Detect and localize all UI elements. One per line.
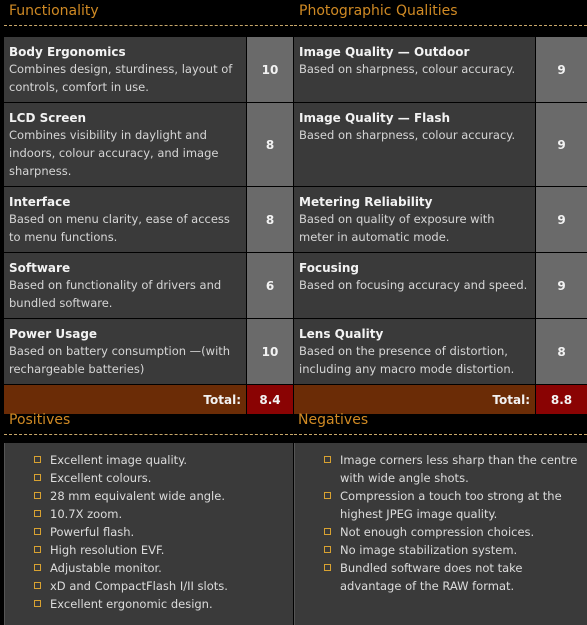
negatives-heading: Negatives [294,409,587,435]
list-item: 10.7X zoom. [33,505,293,523]
score-row [294,318,587,384]
row-title: Power Usage [9,327,98,341]
list-item: Not enough compression choices. [323,523,587,541]
score-row [4,37,293,102]
functionality-section [4,0,293,414]
row-score: 9 [535,37,587,102]
row-score: 9 [535,103,587,186]
row-title: Lens Quality [299,327,384,341]
row-description: Combines visibility in daylight and indoors, colour accuracy, and image sharpness. [9,128,219,178]
negatives-list [323,451,587,595]
photographic-section [294,0,587,414]
score-row [4,318,293,384]
row-description: Based on focusing accuracy and speed. [299,278,528,292]
positives-list [33,451,293,613]
negatives-box [294,443,587,625]
list-item: Excellent ergonomic design. [33,595,293,613]
row-title: Interface [9,195,71,209]
list-item: Image corners less sharp than the centre with wide angle shots. [323,451,587,487]
positives-box [4,443,293,625]
list-item: xD and CompactFlash I/II slots. [33,577,293,595]
row-description: Based on battery consumption —(with rechargeable batteries) [9,344,231,376]
list-item: 28 mm equivalent wide angle. [33,487,293,505]
row-description: Based on sharpness, colour accuracy. [299,128,516,142]
row-description: Based on functionality of drivers and bundled software. [9,278,222,310]
row-description: Based on the presence of distortion, including any macro mode distortion. [299,344,515,376]
row-title: Image Quality — Flash [299,111,451,125]
photographic-heading: Photographic Qualities [294,0,587,26]
total-value: 8.8 [535,385,587,414]
list-item: Excellent image quality. [33,451,293,469]
list-item: Bundled software does not take advantage of the RAW format. [323,559,587,595]
square-bullet-icon [324,546,331,553]
square-bullet-icon [324,564,331,571]
total-value: 8.4 [246,385,293,414]
row-description: Combines design, sturdiness, layout of controls, comfort in use. [9,62,233,94]
list-item: Compression a touch too strong at the highest JPEG image quality. [323,487,587,523]
row-description: Based on sharpness, colour accuracy. [299,62,516,76]
list-item: No image stabilization system. [323,541,587,559]
row-score: 10 [246,319,293,384]
score-row [4,102,293,186]
score-row [4,186,293,252]
score-row [4,252,293,318]
row-score: 10 [246,37,293,102]
square-bullet-icon [34,600,41,607]
list-item: Powerful flash. [33,523,293,541]
row-score: 9 [535,253,587,318]
square-bullet-icon [34,564,41,571]
square-bullet-icon [34,528,41,535]
positives-section [4,409,293,625]
square-bullet-icon [324,528,331,535]
square-bullet-icon [34,546,41,553]
square-bullet-icon [34,456,41,463]
score-row [294,102,587,186]
row-score: 8 [246,187,293,252]
row-title: Body Ergonomics [9,45,126,59]
functionality-rows [4,37,293,414]
row-title: Focusing [299,261,359,275]
score-row [294,186,587,252]
row-score: 8 [246,103,293,186]
square-bullet-icon [324,492,331,499]
square-bullet-icon [324,456,331,463]
row-description: Based on quality of exposure with meter in automatic mode. [299,212,495,244]
row-title: LCD Screen [9,111,87,125]
row-description: Based on menu clarity, ease of access to menu functions. [9,212,230,244]
square-bullet-icon [34,474,41,481]
positives-heading: Positives [4,409,293,435]
row-title: Software [9,261,71,275]
row-title: Image Quality — Outdoor [299,45,470,59]
list-item: Adjustable monitor. [33,559,293,577]
functionality-heading: Functionality [4,0,293,26]
row-title: Metering Reliability [299,195,433,209]
row-score: 9 [535,187,587,252]
negatives-section [294,409,587,625]
total-label: Total: [294,385,535,414]
square-bullet-icon [34,492,41,499]
row-score: 6 [246,253,293,318]
score-row [294,252,587,318]
square-bullet-icon [34,510,41,517]
list-item: Excellent colours. [33,469,293,487]
square-bullet-icon [34,582,41,589]
row-score: 8 [535,319,587,384]
score-row [294,37,587,102]
total-label: Total: [4,385,246,414]
photographic-rows [294,37,587,414]
list-item: High resolution EVF. [33,541,293,559]
